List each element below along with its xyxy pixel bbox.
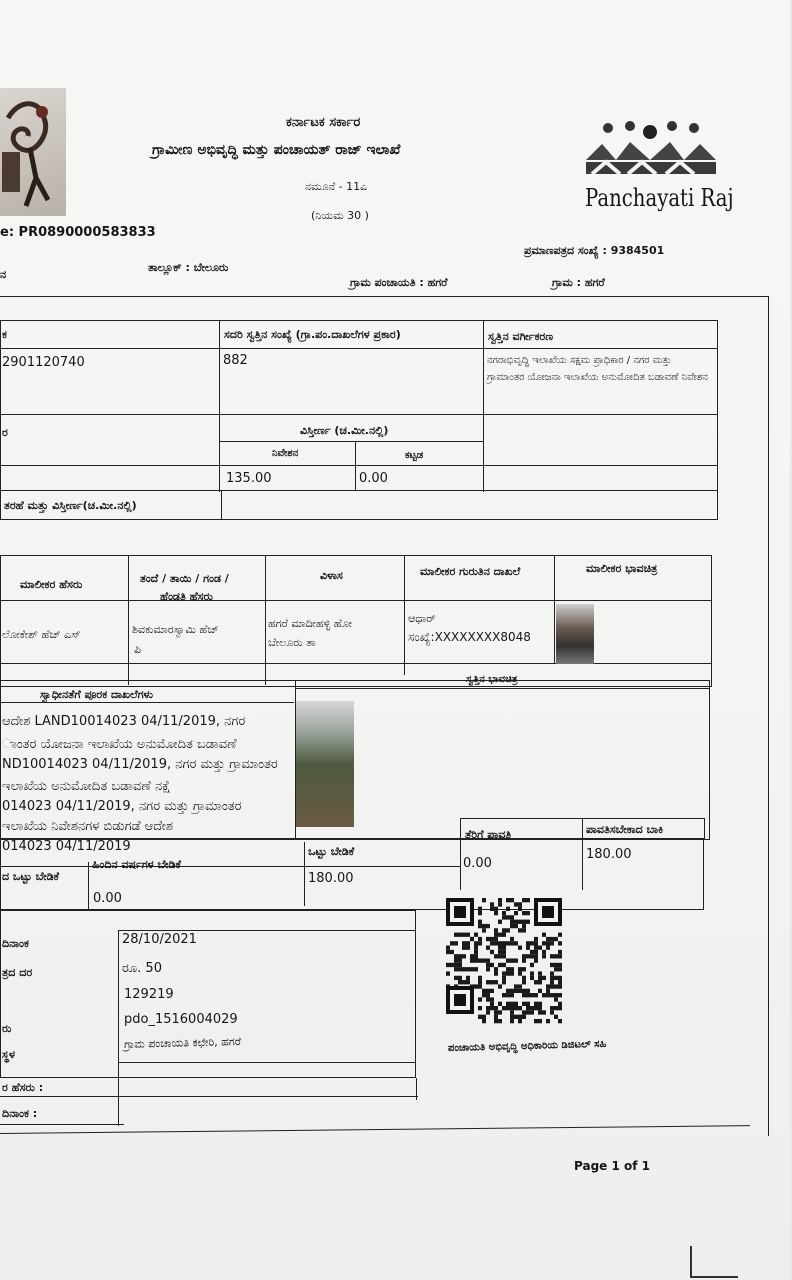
tax-paid-value: 0.00 bbox=[463, 856, 492, 871]
property-photo-head: ಸ್ವತ್ತಿನ ಭಾವಚಿತ್ರ bbox=[466, 674, 518, 685]
tax-balance-head: ಪಾವತಿಸಬೇಕಾದ ಬಾಕಿ bbox=[586, 823, 664, 836]
owner-id-line2: ಸಂಖ್ಯೆ:XXXXXXXX8048 bbox=[408, 630, 531, 644]
owner-id-head: ಮಾಲೀಕರ ಗುರುತಿನ ದಾಖಲೆ bbox=[420, 565, 521, 578]
issue-date-label: ದಿನಾಂಕ bbox=[2, 937, 29, 950]
certificate-number: ಪ್ರಮಾಣಪತ್ರದ ಸಂಖ್ಯೆ : 9384501 bbox=[524, 244, 665, 257]
owner-address-line1: ಹಗರೆ ಮಾದೀಹಳ್ಳಿ ಹೋ bbox=[268, 617, 353, 630]
panchayati-raj-text: Panchayati Raj bbox=[585, 184, 734, 212]
documents-head: ಸ್ವಾಧೀನತೆಗೆ ಪೂರಕ ದಾಖಲೆಗಳು bbox=[40, 688, 154, 701]
issue-table bbox=[0, 910, 416, 1078]
owner-photo bbox=[556, 604, 594, 664]
site-area-value: 135.00 bbox=[226, 471, 272, 486]
tax-balance-value: 180.00 bbox=[586, 847, 632, 862]
tax-paid-head: ತೆರಿಗೆ ಪಾವತಿ bbox=[465, 828, 512, 841]
left-label-na: ನ bbox=[0, 268, 7, 281]
karnataka-emblem-image bbox=[0, 88, 66, 216]
property-id: e: PR0890000583833 bbox=[0, 225, 156, 240]
form-number: ನಮೂನೆ - 11ಎ bbox=[305, 180, 368, 193]
issue-date-value: 28/10/2021 bbox=[122, 932, 197, 947]
panchayati-raj-logo bbox=[582, 118, 722, 178]
place-label: ಸ್ಥಳ bbox=[2, 1048, 15, 1061]
rule-number: (ನಿಯಮ 30 ) bbox=[311, 209, 369, 222]
parent-name-line1: ಶಿವಕುಮಾರಸ್ವಾಮಿ ಹೆಚ್ bbox=[132, 623, 219, 636]
page-corner-mark bbox=[690, 1246, 738, 1278]
gram-panchayat: ಗ್ರಾಮ ಪಂಚಾಯತಿ : ಹಗರೆ bbox=[350, 276, 448, 289]
building-area-value: 0.00 bbox=[359, 471, 388, 486]
document-line: ಇಲಾಖೆಯ ನಿವೇಶನಗಳ ಬಿಡುಗಡೆ ಆದೇಶ bbox=[2, 819, 173, 834]
building-head: ಕಟ್ಟಡ bbox=[405, 450, 424, 461]
document-line: ಇಲಾಖೆಯ ಅನುಮೋದಿತ ಬಡಾವಣೆ ನಕ್ಷೆ bbox=[2, 779, 171, 794]
site-head: ನಿವೇಶನ bbox=[272, 448, 299, 459]
type-area-label: ತರಹೆ ಮತ್ತು ವಿಸ್ತೀರ್ಣ(ಚ.ಮೀ.ನಲ್ಲಿ) bbox=[4, 499, 137, 512]
owner-id-line1: ಆಧಾರ್ bbox=[408, 612, 436, 625]
parent-name-line2: ಪಿ bbox=[134, 643, 142, 656]
document-line: ND10014023 04/11/2019, ನಗರ ಮತ್ತು ಗ್ರಾಮಾಂತರ bbox=[2, 757, 278, 772]
document-line: ಾಂತರ ಯೋಜನಾ ಇಲಾಖೆಯ ಅನುಮೋದಿತ ಬಡಾವಣೆ bbox=[2, 737, 237, 752]
owner-address-line2: ಬೇಲೂರು ತಾ bbox=[268, 636, 316, 649]
certificate-fee-label: ತ್ರದ ದರ bbox=[2, 966, 33, 979]
total-demand-head: ಒಟ್ಟು ಬೇಡಿಕೆ bbox=[308, 845, 355, 858]
document-line: 014023 04/11/2019, ನಗರ ಮತ್ತು ಗ್ರಾಮಾಂತರ bbox=[2, 799, 242, 814]
department-title: ಗ್ರಾಮೀಣ ಅಭಿವೃದ್ಧಿ ಮತ್ತು ಪಂಚಾಯತ್ ರಾಜ್ ಇಲಾಖೆ bbox=[152, 142, 401, 158]
issued-by-label: ರು bbox=[2, 1022, 12, 1035]
parent-head-line1: ತಂದೆ / ತಾಯಿ / ಗಂಡ / bbox=[140, 572, 229, 585]
taluk: ತಾಲ್ಲೂಕ್ : ಬೇಲೂರು bbox=[148, 261, 229, 274]
current-demand-head: ದ ಒಟ್ಟು ಬೇಡಿಕೆ bbox=[2, 870, 60, 883]
property-code: 2901120740 bbox=[2, 355, 85, 370]
owner-name: ಲೋಕೇಶ್ ಹೆಚ್ ಎಸ್ bbox=[2, 628, 81, 641]
total-demand-value: 180.00 bbox=[308, 871, 354, 886]
digital-signature-label: ಪಂಚಾಯತಿ ಅಭಿವೃದ್ಧಿ ಅಧಿಕಾರಿಯ ಡಿಜಿಟಲ್ ಸಹಿ bbox=[447, 1038, 607, 1054]
owner-name-head: ಮಾಲೀಕರ ಹೆಸರು bbox=[20, 578, 83, 591]
parent-head-line2: ಹೆಂಡತಿ ಹೆಸರು bbox=[160, 590, 213, 603]
classification-head: ಸ್ವತ್ತಿನ ವರ್ಗೀಕರಣ bbox=[488, 330, 554, 343]
page-number: Page 1 of 1 bbox=[574, 1159, 650, 1173]
owner-photo-head: ಮಾಲೀಕರ ಭಾವಚಿತ್ರ bbox=[586, 562, 658, 575]
frame-bottom-border bbox=[0, 1125, 750, 1134]
document-line: ಆದೇಶ LAND10014023 04/11/2019, ನಗರ bbox=[2, 714, 246, 729]
previous-demand-value: 0.00 bbox=[93, 891, 122, 906]
address-head: ವಿಳಾಸ bbox=[320, 569, 343, 582]
frame-top-border bbox=[0, 296, 769, 297]
property-number: 882 bbox=[223, 353, 248, 368]
qr-code bbox=[446, 898, 562, 1024]
property-classification: ನಗರಾಭಿವೃದ್ಧಿ ಇಲಾಖೆಯ ಸಕ್ಷಮ ಪ್ರಾಧಿಕಾರ / ನಗರ ಮತ್ತು ಗ್ರಾಮಾಂತರ ಯೋಜನಾ ಇಲಾಖೆಯ ಅನುಮೋದಿತ ಬಡಾವಣೆ ನಿವೇಶನ bbox=[487, 355, 708, 383]
previous-demand-head: ಹಿಂದಿನ ವರ್ಷಗಳ ಬೇಡಿಕೆ bbox=[92, 858, 181, 871]
receipt-number: 129219 bbox=[124, 987, 174, 1002]
left-label-ra: ರ bbox=[2, 426, 8, 439]
property-col-left-head: ಕ bbox=[2, 328, 7, 341]
signature-date-label: ದಿನಾಂಕ : bbox=[2, 1107, 38, 1120]
property-number-head: ಸದರಿ ಸ್ವತ್ತಿನ ಸಂಖ್ಯೆ (ಗ್ರಾ.ಪಂ.ದಾಖಲೆಗಳ ಪ್ರಕಾರ) bbox=[224, 328, 401, 341]
document-line: 014023 04/11/2019 bbox=[2, 839, 131, 854]
area-head: ವಿಸ್ತೀರ್ಣ (ಚ.ಮೀ.ನಲ್ಲಿ) bbox=[300, 424, 389, 437]
issued-by-value: pdo_1516004029 bbox=[124, 1012, 238, 1027]
certificate-fee-value: ರೂ. 50 bbox=[122, 961, 162, 976]
govt-title: ಕರ್ನಾಟಕ ಸರ್ಕಾರ bbox=[286, 115, 361, 130]
property-photo bbox=[296, 701, 354, 827]
name-label: ರ ಹೆಸರು : bbox=[2, 1081, 44, 1094]
frame-right-border bbox=[768, 296, 769, 1136]
place-value: ಗ್ರಾಮ ಪಂಚಾಯತಿ ಕಛೇರಿ, ಹಗರೆ bbox=[123, 1034, 242, 1051]
village: ಗ್ರಾಮ : ಹಗರೆ bbox=[552, 276, 605, 289]
